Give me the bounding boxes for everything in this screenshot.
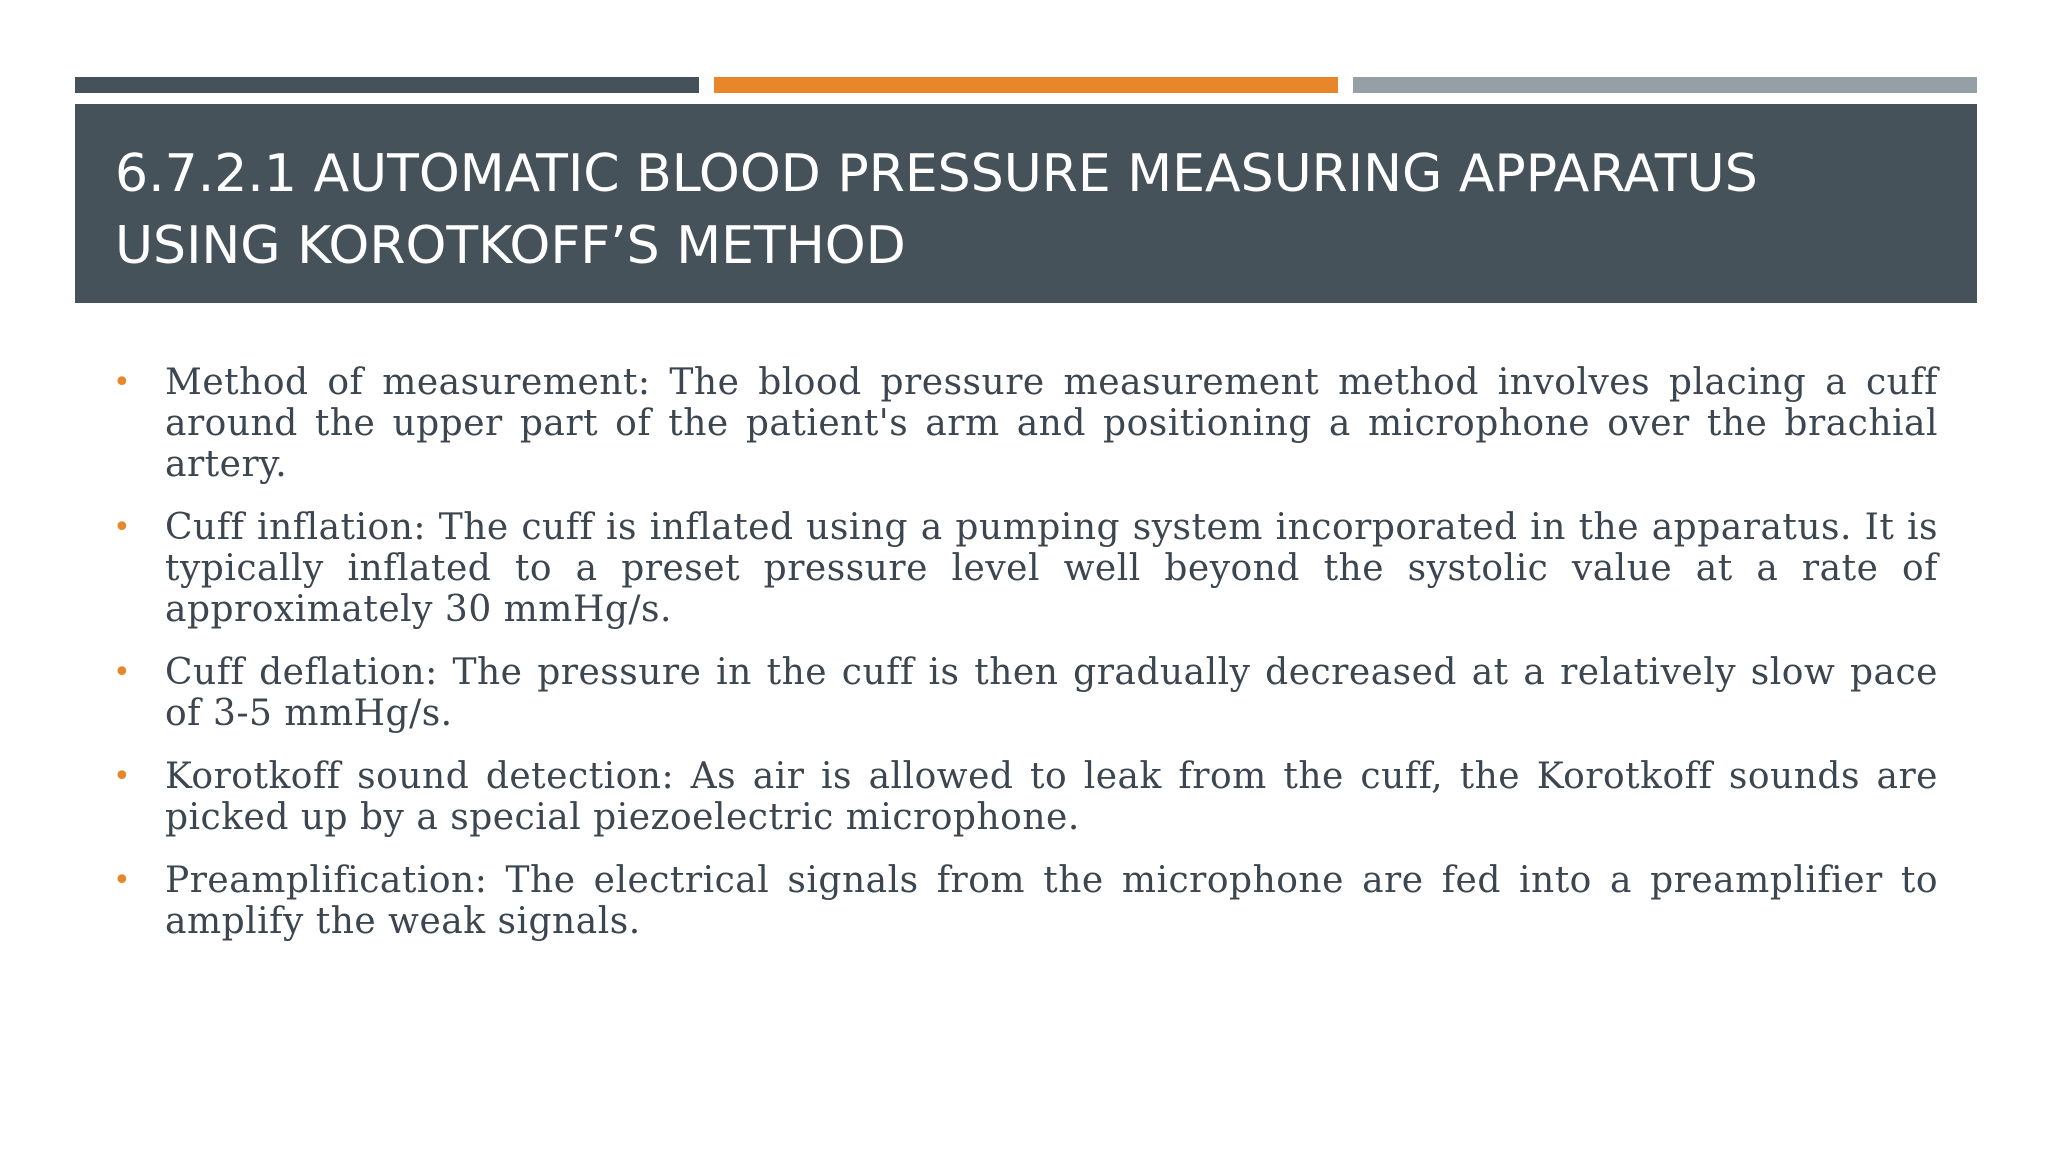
- bullet-icon: •: [113, 655, 131, 690]
- bullet-icon: •: [113, 759, 131, 794]
- bullet-list: [108, 362, 1938, 964]
- bullet-text: Korotkoff sound detection: As air is allowed to leak from the cuff, the Korotkoff sounds are picked up by a special piezoelectric microphone.: [165, 756, 1938, 838]
- bullet-item: [108, 860, 1938, 942]
- bullet-item: [108, 652, 1938, 734]
- bullet-item: [108, 362, 1938, 485]
- title-band: [75, 104, 1977, 303]
- bullet-text: Method of measurement: The blood pressure measurement method involves placing a cuff around the upper part of the patient's arm and positioning a microphone over the brachial artery.: [165, 362, 1938, 485]
- accent-bar-dark: [75, 77, 699, 93]
- bullet-icon: •: [113, 510, 131, 545]
- slide-title: 6.7.2.1 AUTOMATIC BLOOD PRESSURE MEASURING APPARATUS USING KOROTKOFF’S METHOD: [115, 144, 1758, 276]
- accent-bar-gray: [1353, 77, 1977, 93]
- bullet-icon: •: [113, 863, 131, 898]
- bullet-icon: •: [113, 365, 131, 400]
- bullet-text: Cuff inflation: The cuff is inflated using a pumping system incorporated in the apparatus. It is typically inflated to a preset pressure level well beyond the systolic value at a rate of approximately 30 mmHg/s.: [165, 507, 1938, 630]
- bullet-item: [108, 507, 1938, 630]
- accent-bar-orange: [714, 77, 1338, 93]
- bullet-text: Preamplification: The electrical signals from the microphone are fed into a preamplifier to amplify the weak signals.: [165, 860, 1938, 942]
- bullet-text: Cuff deflation: The pressure in the cuff is then gradually decreased at a relatively slow pace of 3-5 mmHg/s.: [165, 652, 1938, 734]
- bullet-item: [108, 756, 1938, 838]
